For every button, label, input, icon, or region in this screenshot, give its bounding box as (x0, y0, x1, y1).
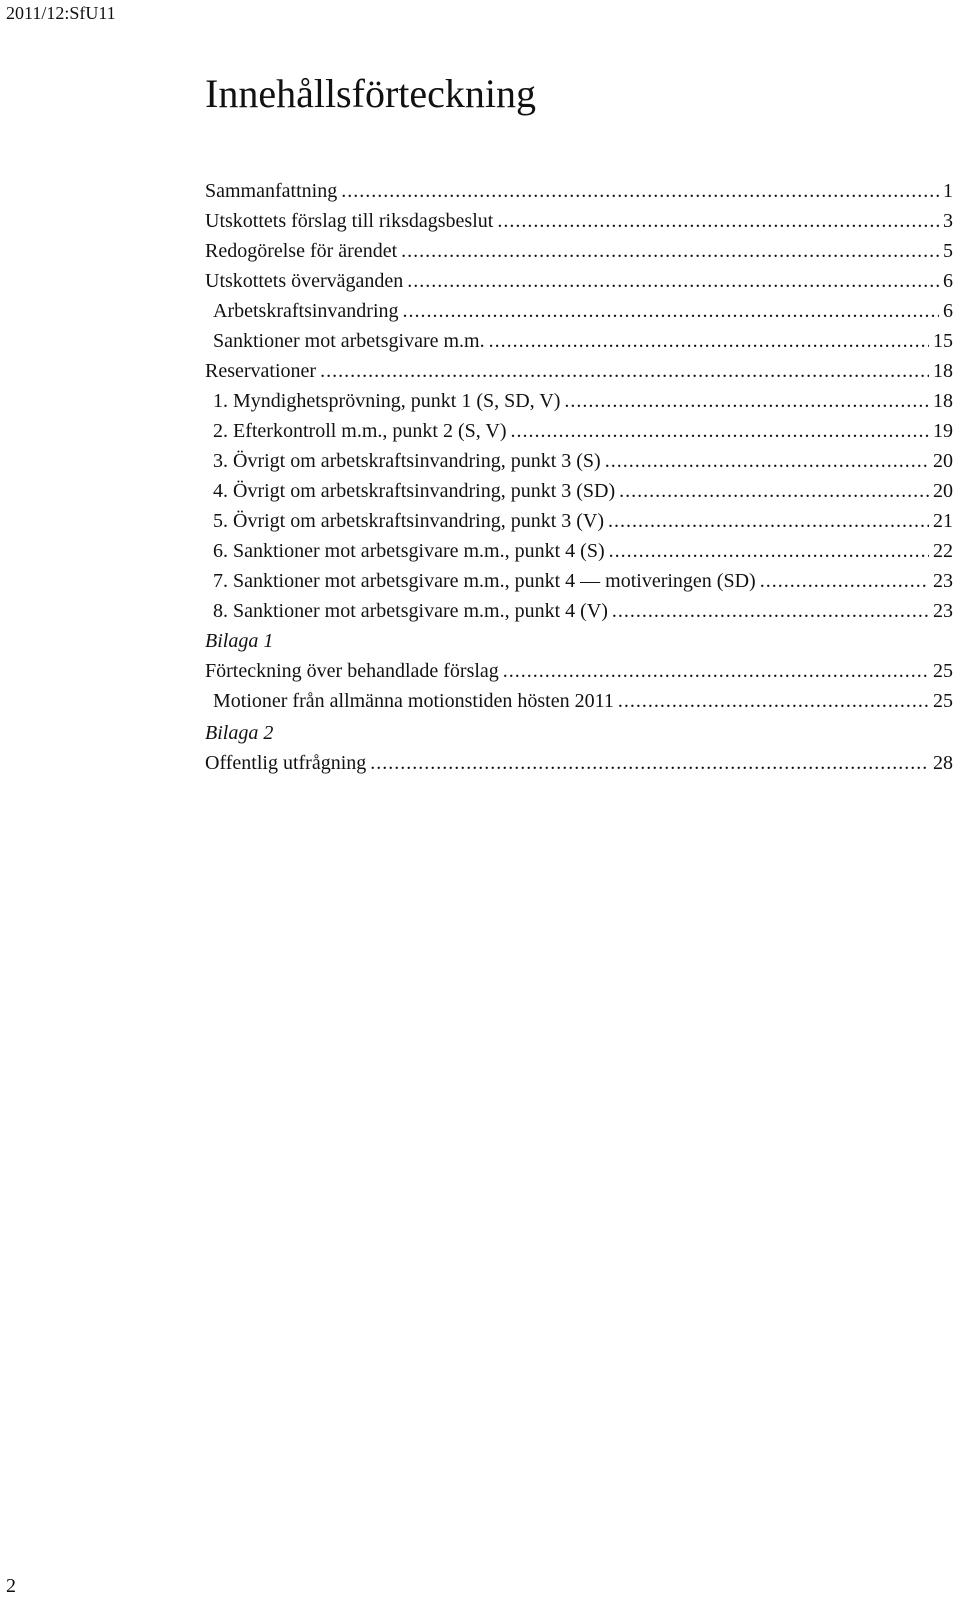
dot-leader (503, 656, 929, 686)
dot-leader (618, 686, 929, 716)
toc-entry-page: 1 (943, 180, 953, 202)
page-title: Innehållsförteckning (205, 71, 536, 116)
toc-entry-label: 2. Efterkontroll m.m., punkt 2 (S, V) (213, 420, 507, 442)
toc-entry-reservation-5[interactable] (205, 506, 953, 536)
toc-entry-redogorelse[interactable] (205, 236, 953, 266)
toc-entry-label: 5. Övrigt om arbetskraftsinvandring, punkt 3 (V) (213, 510, 605, 532)
dot-leader (564, 386, 929, 416)
dot-leader (619, 476, 929, 506)
toc-entry-sanktioner[interactable] (205, 326, 953, 356)
toc-entry-page: 25 (933, 690, 953, 712)
toc-entry-utskottets-forslag[interactable] (205, 206, 953, 236)
toc-entry-label: Motioner från allmänna motionstiden hösten 2011 (213, 690, 614, 712)
toc-entry-forteckning[interactable] (205, 656, 953, 686)
toc-entry-arbetskraftsinvandring[interactable] (205, 296, 953, 326)
toc-entry-label: 3. Övrigt om arbetskraftsinvandring, punkt 3 (S) (213, 450, 601, 472)
dot-leader (401, 236, 939, 266)
toc-entry-page: 20 (933, 480, 953, 502)
toc-entry-reservation-3[interactable] (205, 446, 953, 476)
toc-entry-label: 6. Sanktioner mot arbetsgivare m.m., punkt 4 (S) (213, 540, 605, 562)
dot-leader (511, 416, 930, 446)
toc-entry-page: 15 (933, 330, 953, 352)
toc-entry-reservationer[interactable] (205, 356, 953, 386)
toc-entry-label: Sanktioner mot arbetsgivare m.m. (213, 330, 485, 352)
toc-entry-label: Utskottets förslag till riksdagsbeslut (205, 210, 494, 232)
toc-entry-reservation-4[interactable] (205, 476, 953, 506)
toc-entry-label: 1. Myndighetsprövning, punkt 1 (S, SD, V) (213, 390, 561, 412)
toc-entry-reservation-1[interactable] (205, 386, 953, 416)
dot-leader (608, 506, 929, 536)
toc-entry-page: 23 (933, 600, 953, 622)
toc-entry-reservation-8[interactable] (205, 596, 953, 626)
dot-leader (320, 356, 929, 386)
toc-entry-offentlig-utfragning[interactable] (205, 748, 953, 778)
appendix-2-heading: Bilaga 2 (205, 722, 274, 744)
toc-entry-page: 28 (933, 752, 953, 774)
toc-entry-label: Förteckning över behandlade förslag (205, 660, 499, 682)
toc-entry-label: Sammanfattning (205, 180, 338, 202)
dot-leader (341, 176, 939, 206)
toc-entry-label: Utskottets överväganden (205, 270, 404, 292)
document-reference: 2011/12:SfU11 (6, 3, 116, 23)
dot-leader (609, 536, 929, 566)
toc-entry-label: 7. Sanktioner mot arbetsgivare m.m., punkt 4 — motiveringen (SD) (213, 570, 756, 592)
toc-entry-page: 3 (943, 210, 953, 232)
toc-entry-reservation-7[interactable] (205, 566, 953, 596)
toc-entry-label: Redogörelse för ärendet (205, 240, 398, 262)
toc-entry-label: Arbetskraftsinvandring (213, 300, 399, 322)
dot-leader (497, 206, 939, 236)
toc-entry-overvaganden[interactable] (205, 266, 953, 296)
toc-entry-reservation-2[interactable] (205, 416, 953, 446)
toc-entry-label: 8. Sanktioner mot arbetsgivare m.m., punkt 4 (V) (213, 600, 608, 622)
toc-entry-page: 20 (933, 450, 953, 472)
toc-entry-page: 22 (933, 540, 953, 562)
toc-entry-page: 25 (933, 660, 953, 682)
toc-entry-label: Offentlig utfrågning (205, 752, 367, 774)
dot-leader (489, 326, 929, 356)
dot-leader (605, 446, 929, 476)
toc-entry-page: 21 (933, 510, 953, 532)
page-number: 2 (6, 1575, 16, 1597)
toc-entry-page: 6 (943, 270, 953, 292)
dot-leader (370, 748, 929, 778)
toc-entry-motioner[interactable] (205, 686, 953, 716)
dot-leader (403, 296, 939, 326)
dot-leader (760, 566, 929, 596)
toc-entry-page: 23 (933, 570, 953, 592)
toc-entry-page: 5 (943, 240, 953, 262)
toc-entry-page: 18 (933, 390, 953, 412)
dot-leader (407, 266, 939, 296)
toc-entry-page: 18 (933, 360, 953, 382)
toc-entry-label: Reservationer (205, 360, 317, 382)
appendix-1-heading: Bilaga 1 (205, 630, 274, 652)
toc-entry-page: 6 (943, 300, 953, 322)
toc-entry-reservation-6[interactable] (205, 536, 953, 566)
dot-leader (612, 596, 929, 626)
table-of-contents (205, 176, 953, 778)
toc-entry-sammanfattning[interactable] (205, 176, 953, 206)
toc-entry-page: 19 (933, 420, 953, 442)
toc-entry-label: 4. Övrigt om arbetskraftsinvandring, punkt 3 (SD) (213, 480, 616, 502)
